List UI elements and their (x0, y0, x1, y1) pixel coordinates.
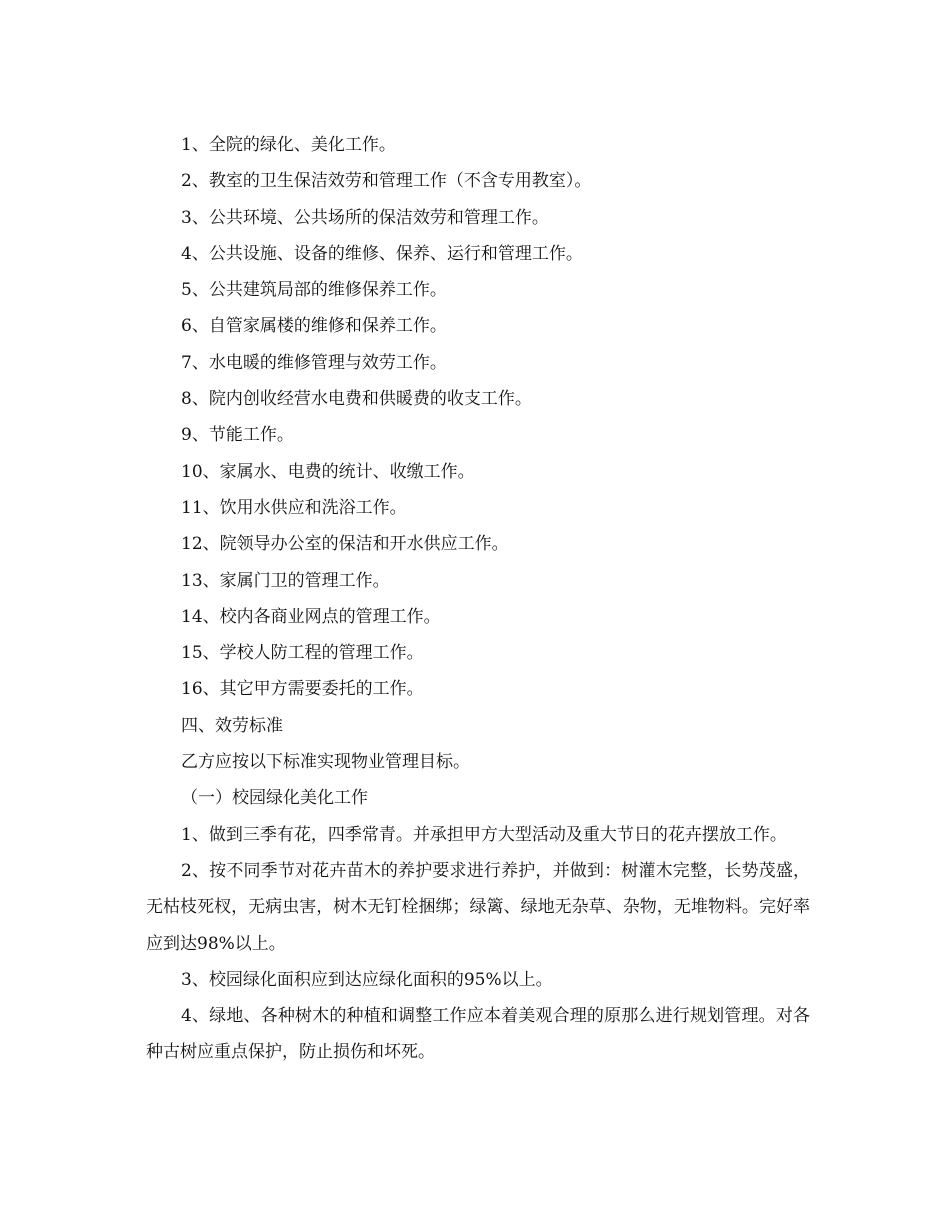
paragraph: 3、校园绿化面积应到达应绿化面积的95%以上。 (181, 969, 553, 990)
paragraph: 2、按不同季节对花卉苗木的养护要求进行养护，并做到：树灌木完整，长势茂盛，无枯枝死杈，无病虫害，树木无钉栓捆绑；绿篱、绿地无杂草、杂物，无堆物料。完好率应到达98%以上。 (146, 860, 810, 954)
list-item: 6、自管家属楼的维修和保养工作。 (181, 316, 447, 337)
list-item: 13、家属门卫的管理工作。 (181, 570, 390, 591)
section-heading: 四、效劳标准 (181, 715, 283, 736)
list-item: 8、院内创收经营水电费和供暖费的收支工作。 (181, 389, 532, 410)
list-item: 11、饮用水供应和洗浴工作。 (181, 497, 407, 518)
list-item: 7、水电暖的维修管理与效劳工作。 (181, 352, 447, 373)
list-item: 4、公共设施、设备的维修、保养、运行和管理工作。 (181, 243, 583, 264)
list-item: 2、教室的卫生保洁效劳和管理工作（不含专用教室）。 (181, 171, 592, 192)
list-item: 9、节能工作。 (181, 425, 294, 446)
document-body (146, 127, 810, 1071)
list-item: 5、公共建筑局部的维修保养工作。 (181, 280, 447, 301)
list-item: 12、院领导办公室的保洁和开水供应工作。 (181, 534, 509, 555)
list-item: 10、家属水、电费的统计、收缴工作。 (181, 461, 475, 482)
intro-text: 乙方应按以下标准实现物业管理目标。 (181, 752, 470, 773)
list-item: 1、全院的绿化、美化工作。 (181, 135, 396, 155)
list-item: 15、学校人防工程的管理工作。 (181, 643, 424, 664)
subsection-heading: （一）校园绿化美化工作 (181, 788, 368, 809)
list-item: 14、校内各商业网点的管理工作。 (181, 606, 441, 627)
list-item: 16、其它甲方需要委托的工作。 (181, 679, 424, 700)
list-item: 3、公共环境、公共场所的保洁效劳和管理工作。 (181, 207, 549, 228)
paragraph: 1、做到三季有花，四季常青。并承担甲方大型活动及重大节日的花卉摆放工作。 (181, 824, 787, 845)
paragraph: 4、绿地、各种树木的种植和调整工作应本着美观合理的原那么进行规划管理。对各种古树应重点保护，防止损伤和坏死。 (146, 1006, 810, 1063)
